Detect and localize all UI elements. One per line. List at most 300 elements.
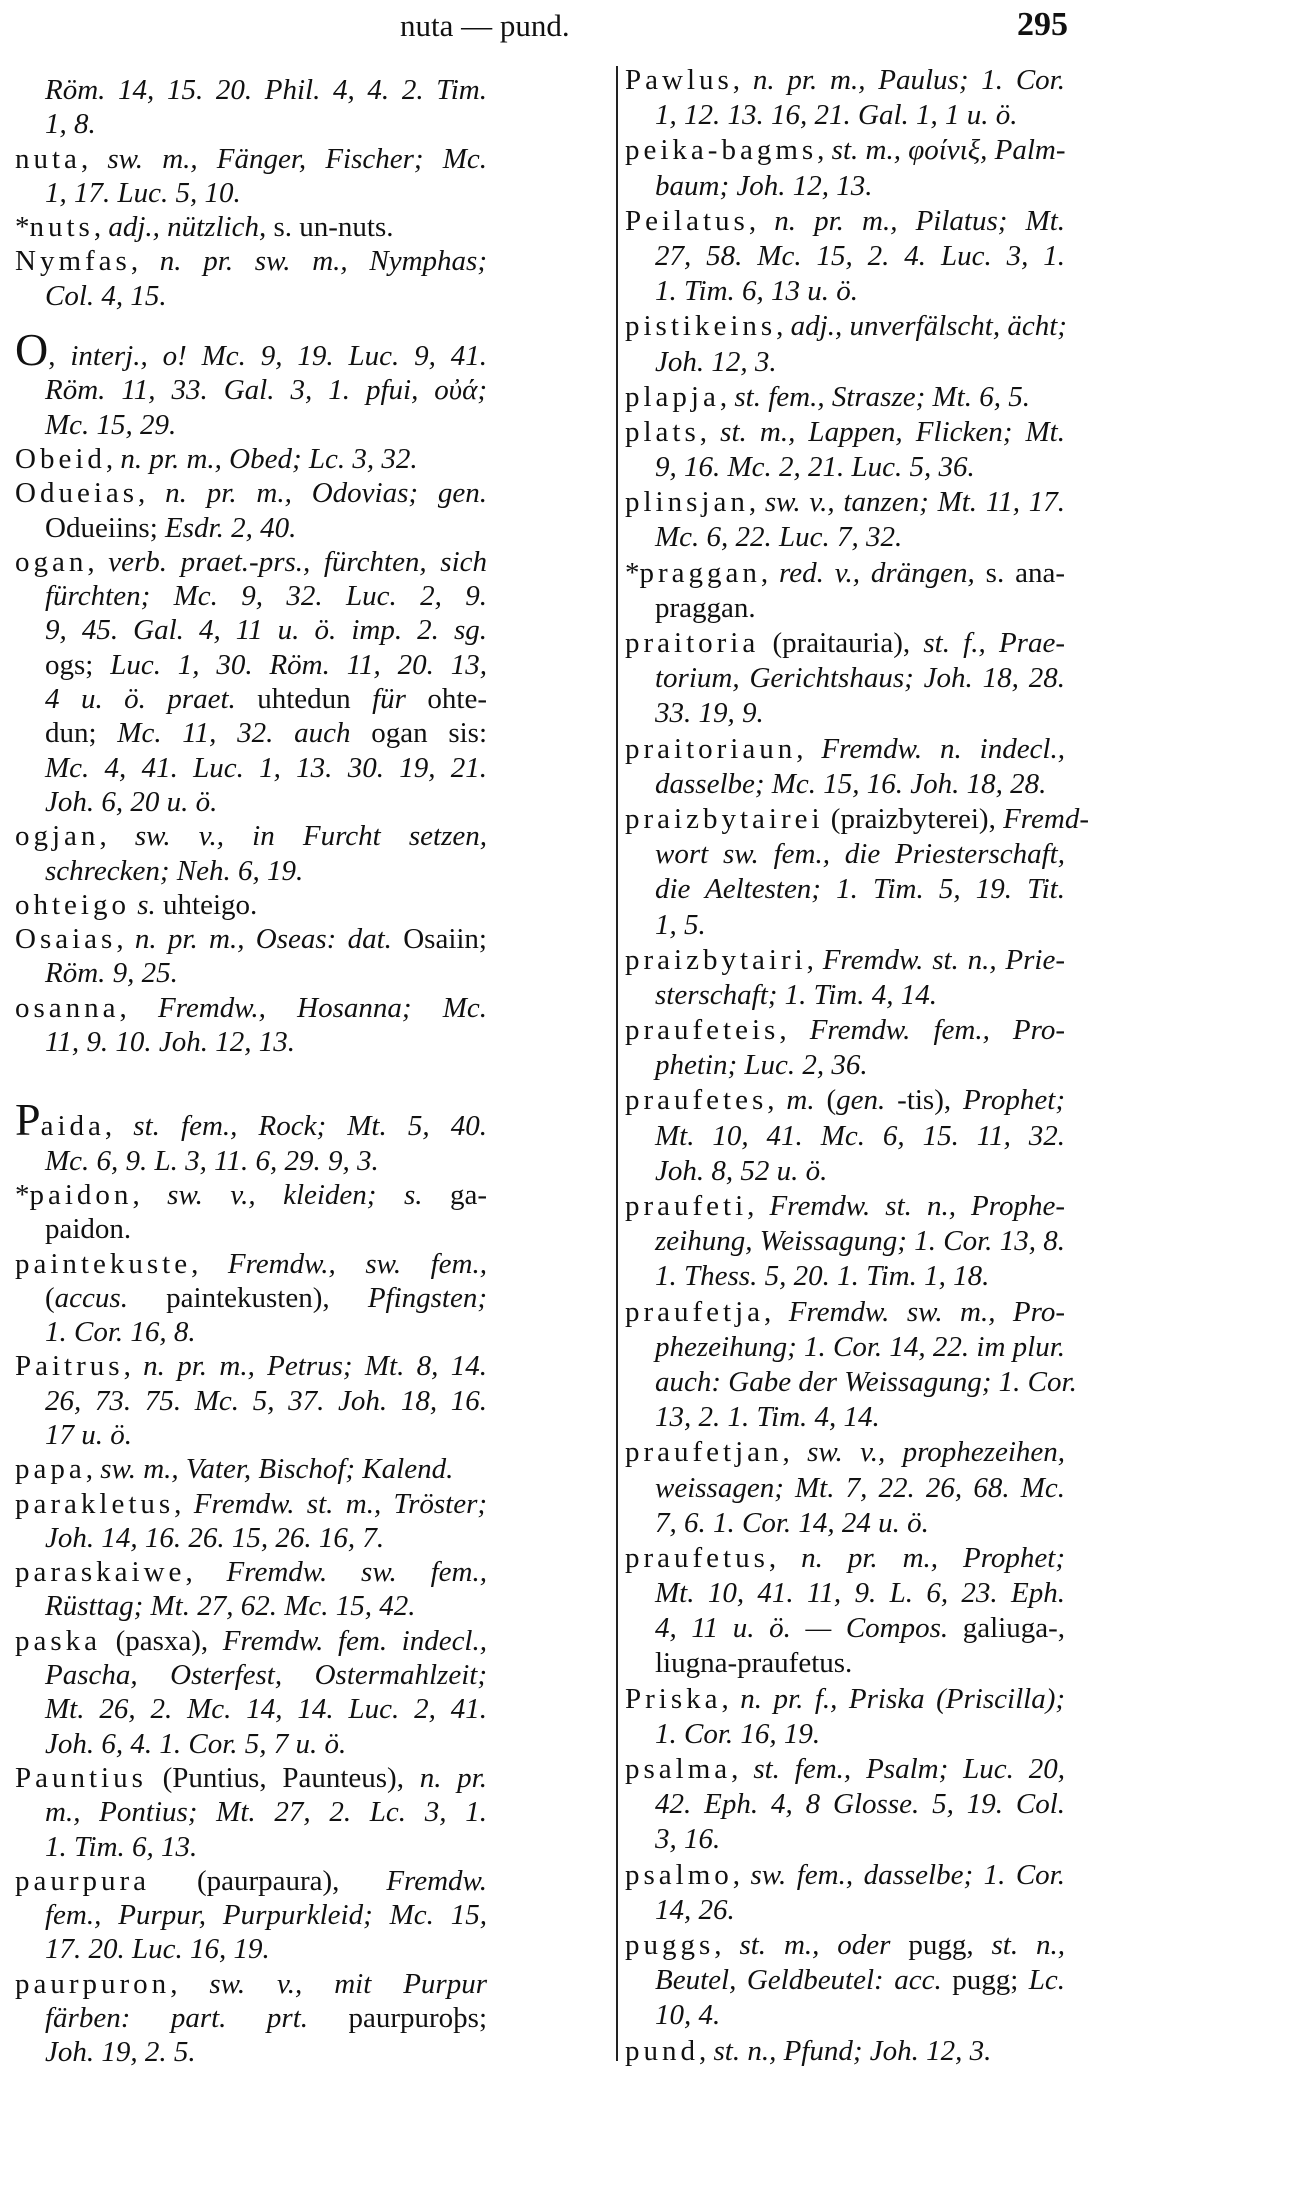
roman-text: (paurpaura), [150, 1864, 387, 1897]
entry-continuation-line [15, 854, 487, 888]
italic-text: Fremd- [1003, 802, 1089, 835]
entry-continuation-line [15, 1521, 487, 1555]
entry-continuation-line [625, 1963, 1065, 1998]
italic-text: accus. [54, 1281, 167, 1314]
dictionary-entry [15, 888, 487, 922]
entry-head-line [625, 1682, 1065, 1717]
italic-text: 17. 20. Luc. 16, 19. [45, 1933, 270, 1966]
entry-continuation-line [625, 239, 1065, 274]
italic-text: wort sw. fem., die Priesterschaft, [655, 838, 1065, 871]
italic-text: 17 u. ö. [45, 1418, 132, 1451]
entry-continuation-line [15, 1212, 487, 1246]
dictionary-entry [625, 1083, 1065, 1189]
headword: praizbytairei [625, 802, 824, 835]
dictionary-entry [15, 1487, 487, 1556]
italic-text: st. m., φοίνιξ, Palm- [831, 134, 1066, 167]
italic-text: red. v., drängen, [779, 556, 986, 589]
roman-text: ogs; [45, 648, 111, 681]
italic-text: sw. v., mit Purpur [209, 1967, 488, 2000]
entry-continuation-line [625, 520, 1065, 555]
entry-head-line [15, 442, 487, 476]
entry-continuation-line [625, 274, 1065, 309]
italic-text: 1. Thess. 5, 20. 1. Tim. 1, 18. [655, 1260, 990, 1293]
entry-continuation-line [625, 1998, 1065, 2033]
entry-head-line [625, 556, 1065, 591]
italic-text: st. fem., Psalm; Luc. 20, [753, 1753, 1066, 1785]
roman-text: paintekusten), [166, 1281, 368, 1314]
italic-text: adj., nützlich, [108, 211, 274, 244]
roman-text: , [699, 2034, 714, 2067]
entry-head-line [15, 1094, 488, 1146]
headword: praufetus [625, 1541, 769, 1574]
entry-head-line [15, 142, 487, 176]
dictionary-entry [625, 2034, 1065, 2069]
italic-text: 14, 26. [655, 1893, 735, 1926]
dictionary-entry [15, 1555, 487, 1624]
italic-text: n. pr. m., Petrus; Mt. 8, 14. [143, 1350, 488, 1383]
italic-text: n. pr. m., Pilatus; Mt. [774, 204, 1066, 237]
italic-text: 1. Cor. 16, 8. [45, 1316, 196, 1349]
headword: praitoria [625, 627, 760, 659]
roman-text: , [731, 1753, 754, 1785]
roman-text: , [779, 1014, 810, 1047]
italic-text: die Aeltesten; 1. Tim. 5, 19. Tit. [655, 873, 1065, 906]
italic-text: 1. Tim. 6, 13. [45, 1830, 198, 1863]
entry-continuation-line [625, 837, 1065, 872]
entry-continuation-line [625, 1154, 1065, 1189]
dictionary-entry [15, 1624, 487, 1761]
headword: nuta [15, 142, 81, 175]
italic-text: 1, 12. 13. 16, 21. Gal. 1, 1 u. ö. [655, 99, 1018, 132]
italic-text: n. pr. m., Prophet; [801, 1541, 1065, 1574]
italic-text: Fremdw. fem. indecl., [222, 1624, 487, 1657]
headword: praizbytairi [625, 943, 807, 976]
entry-continuation-line [625, 1787, 1065, 1822]
headword: pund [625, 2034, 699, 2067]
headword: paidon [29, 1178, 133, 1211]
entry-continuation-line [15, 1795, 487, 1829]
italic-text: Fremdw. st. m., Tröster; [193, 1487, 488, 1520]
dictionary-entry [15, 324, 487, 442]
roman-text: , [714, 1928, 740, 1961]
italic-text: Luc. 1, 30. Röm. 11, 20. 13, [110, 648, 487, 681]
entry-head-line [15, 991, 487, 1025]
page-number: 295 [1017, 6, 1068, 43]
entry-continuation-line [625, 98, 1065, 133]
roman-text: , [768, 1541, 802, 1574]
dictionary-entry [625, 1295, 1077, 1436]
entry-head-line [15, 819, 487, 853]
italic-text: Pascha, Osterfest, Ostermahlzeit; [45, 1659, 487, 1692]
entry-continuation-line [15, 1932, 487, 1966]
entry-continuation-line [625, 450, 1065, 485]
entry-continuation-line [15, 1658, 487, 1692]
entry-head-line [625, 802, 1089, 837]
dictionary-entry [15, 1094, 488, 1178]
italic-text: st. fem., Rock; Mt. 5, 40. [133, 1110, 488, 1143]
roman-text: uhtedun [257, 683, 373, 716]
dictionary-entry [15, 991, 487, 1060]
headword: Pauntius [15, 1761, 147, 1794]
dictionary-entry [15, 442, 487, 476]
dictionary-entry [625, 380, 1065, 415]
roman-text: , [699, 415, 721, 448]
roman-text: paurpuroþs; [348, 2002, 487, 2035]
entry-continuation-line [15, 956, 487, 990]
roman-text: , [782, 1436, 808, 1469]
dictionary-entry [15, 1178, 487, 1247]
italic-text: sw. m., Vater, Bischof; Kalend. [100, 1453, 454, 1486]
headword: Osaias [15, 923, 117, 956]
roman-text: , [104, 1110, 134, 1143]
italic-text: Prophet; [963, 1084, 1066, 1117]
italic-text: 4 u. ö. praet. [45, 683, 258, 716]
headword: ogjan [15, 820, 100, 853]
dictionary-entry [15, 210, 487, 244]
dictionary-entry [625, 1752, 1065, 1858]
headword: praufetja [625, 1295, 765, 1328]
italic-text: n. pr. f., Priska (Priscilla); [740, 1682, 1066, 1715]
roman-text: Osaiin; [403, 923, 487, 956]
roman-text: uhteigo. [163, 888, 258, 921]
roman-text: s. un-nuts. [273, 211, 394, 244]
entry-head-line [625, 1435, 1065, 1470]
headword: peika-bagms [625, 134, 818, 167]
italic-text: 13, 2. 1. Tim. 4, 14. [655, 1401, 880, 1434]
italic-text: Col. 4, 15. [45, 279, 167, 312]
entry-head-line [15, 1761, 487, 1795]
headword: psalmo [625, 1858, 733, 1891]
italic-text: gen. [836, 1084, 898, 1117]
roman-text: s. ana- [985, 556, 1065, 589]
dictionary-entry [15, 1967, 487, 2070]
roman-text: , [732, 1858, 751, 1891]
entry-continuation-line [15, 1384, 487, 1418]
entry-continuation-line [625, 1365, 1077, 1400]
italic-text: Fremdw. n. indecl., [821, 732, 1065, 765]
entry-continuation-line [15, 1025, 487, 1059]
dictionary-entry [15, 1761, 487, 1864]
roman-text: ga- [449, 1178, 487, 1211]
entry-head-line [15, 324, 487, 376]
headword: Nymfas [15, 245, 131, 278]
headword: ohteigo [15, 888, 130, 921]
italic-text: Mc. 6, 22. Luc. 7, 32. [655, 521, 903, 554]
italic-text: n. pr. m., Oseas: dat. [134, 923, 404, 956]
italic-text: Pfingsten; [367, 1281, 488, 1314]
dictionary-entry [15, 476, 487, 545]
italic-text: weissagen; Mt. 7, 22. 26, 68. Mc. [655, 1471, 1065, 1504]
roman-text: , [748, 486, 765, 519]
dictionary-entry [15, 1247, 487, 1350]
entry-continuation-line [625, 1893, 1065, 1928]
italic-text: Fremdw. st. n., Prie- [822, 943, 1066, 976]
dictionary-entry [625, 204, 1065, 310]
roman-text: ( [45, 1281, 55, 1314]
entry-head-line [625, 626, 1065, 661]
entry-continuation-line [625, 696, 1065, 731]
entry-head-line [625, 1189, 1065, 1224]
entry-head-line [625, 380, 1065, 415]
dictionary-entry [625, 802, 1089, 943]
italic-text: sw. v., prophezeihen, [807, 1436, 1065, 1469]
entry-head-line [15, 1864, 487, 1898]
entry-head-line [15, 476, 487, 510]
entry-head-line [625, 943, 1065, 978]
roman-text: (pasxa), [101, 1624, 223, 1657]
entry-continuation-line [15, 373, 487, 407]
italic-text: fem., Purpur, Purpurkleid; Mc. 15, [45, 1899, 487, 1932]
dictionary-entry [15, 1349, 487, 1452]
entry-continuation-line [625, 767, 1065, 802]
italic-text: Röm. 11, 33. Gal. 3, 1. pfui, οὐά; [45, 374, 487, 407]
headword: Obeid [15, 442, 106, 475]
dictionary-entry [15, 819, 487, 888]
roman-text: , [170, 1967, 210, 2000]
dictionary-entry [625, 732, 1065, 802]
italic-text: Mt. 10, 41. Mc. 6, 15. 11, 32. [655, 1119, 1065, 1152]
roman-text: , [748, 204, 775, 237]
entry-continuation-line [15, 1898, 487, 1932]
italic-text: sw. v., tanzen; Mt. 11, 17. [764, 486, 1065, 519]
entry-head-line [15, 1555, 487, 1589]
entry-continuation-line [15, 716, 487, 750]
italic-text: 1, 5. [655, 908, 706, 941]
italic-text: Fremdw. sw. fem., [226, 1556, 487, 1589]
entry-continuation-line [15, 408, 487, 442]
italic-text: Mt. 10, 41. 11, 9. L. 6, 23. Eph. [655, 1577, 1065, 1610]
entry-continuation-line [625, 1400, 1065, 1435]
roman-text: (praizbyterei), [823, 802, 1004, 835]
roman-text: ohte- [427, 683, 488, 716]
entry-continuation-line [625, 1611, 1065, 1646]
headword: Pawlus [625, 64, 733, 96]
entry-head-line [625, 204, 1065, 239]
roman-text: , [123, 1350, 144, 1383]
italic-text: Joh. 8, 52 u. ö. [655, 1154, 828, 1187]
dictionary-entry [625, 1541, 1065, 1682]
italic-text: 9, 45. Gal. 4, 11 u. ö. imp. 2. sg. [45, 614, 487, 647]
italic-text: 1. Tim. 6, 13 u. ö. [655, 275, 859, 308]
entry-head-line [15, 922, 487, 956]
italic-text: Fremdw., sw. fem., [227, 1247, 487, 1280]
entry-head-line [15, 1247, 487, 1281]
roman-text: , [747, 1190, 770, 1222]
entry-continuation-line [15, 682, 487, 716]
italic-text: sw. fem., dasselbe; 1. Cor. [750, 1858, 1065, 1891]
italic-text: Beutel, Geldbeutel: acc. [655, 1964, 953, 1997]
roman-text: * [625, 556, 640, 589]
roman-text: galiuga-, [962, 1612, 1065, 1645]
entry-head-line [625, 1928, 1065, 1963]
italic-text: für [372, 683, 428, 716]
entry-continuation-line [625, 1119, 1065, 1154]
roman-text: pugg, [908, 1928, 992, 1961]
entry-continuation-line [625, 1330, 1065, 1365]
entry-continuation-line [625, 345, 1065, 380]
italic-text: 3, 16. [655, 1823, 721, 1856]
italic-text: Fremdw. sw. m., Pro- [788, 1295, 1066, 1328]
italic-text: Mt. 26, 2. Mc. 14, 14. Luc. 2, 41. [45, 1693, 487, 1726]
italic-text: n. pr. m., Odovias; gen. [165, 477, 488, 510]
dictionary-entry [625, 556, 1065, 626]
headword: praufetes [625, 1084, 768, 1117]
roman-text: dun; [45, 717, 118, 750]
italic-text: Lc. [1028, 1964, 1066, 1997]
italic-text: n. pr. sw. m., Nymphas; [159, 245, 487, 278]
entry-continuation-line [15, 1144, 487, 1178]
dictionary-entry [625, 63, 1065, 133]
entry-continuation-line [15, 1281, 487, 1315]
italic-text: färben: part. prt. [45, 2002, 349, 2035]
headword: papa [15, 1453, 86, 1486]
italic-text: Fremdw. fem., Pro- [809, 1014, 1065, 1047]
roman-text: ogan sis: [371, 717, 488, 750]
italic-text: 1, 8. [45, 108, 96, 141]
entry-continuation-line [625, 1506, 1065, 1541]
dictionary-entry [15, 1452, 487, 1486]
italic-text: Esdr. 2, 40. [165, 511, 297, 544]
roman-text: * [15, 211, 30, 244]
italic-text: 1, 17. Luc. 5, 10. [45, 176, 241, 209]
italic-text: sw. m., Fänger, Fischer; Mc. [107, 142, 487, 175]
entry-continuation-line [15, 279, 487, 313]
roman-text: , [721, 1682, 741, 1715]
dictionary-entry [625, 943, 1065, 1013]
entry-continuation-line [15, 511, 487, 545]
dictionary-entry [15, 922, 487, 991]
italic-text: 26, 73. 75. Mc. 5, 37. Joh. 18, 16. [45, 1384, 487, 1417]
roman-text: pugg; [952, 1964, 1029, 1997]
entry-head-line [625, 1858, 1065, 1893]
headword: psalma [625, 1753, 732, 1785]
italic-text: fürchten; Mc. 9, 32. Luc. 2, 9. [45, 580, 487, 613]
italic-text: st. m., Lappen, Flicken; Mt. [720, 415, 1065, 448]
italic-text: st. n., Pfund; Joh. 12, 3. [713, 2034, 992, 2067]
entry-continuation-line [625, 908, 1065, 943]
italic-text: sw. v., in Furcht setzen, [134, 820, 487, 853]
entry-head-line [625, 2034, 1065, 2069]
italic-text: Joh. 6, 20 u. ö. [45, 785, 218, 818]
headword: Priska [625, 1682, 722, 1715]
italic-text: 33. 19, 9. [655, 697, 764, 730]
italic-text: schrecken; Neh. 6, 19. [45, 854, 304, 887]
entry-head-line [15, 888, 487, 922]
roman-text: ( [826, 1084, 837, 1117]
italic-text: 1. Cor. 16, 19. [655, 1717, 821, 1750]
entry-head-line [625, 415, 1065, 450]
italic-text: Joh. 19, 2. 5. [45, 2036, 196, 2069]
italic-text: verb. praet.-prs., fürchten, sich [108, 545, 487, 578]
roman-text: , [185, 1556, 227, 1589]
entry-continuation-line [625, 661, 1065, 696]
roman-text: , [87, 545, 109, 578]
dictionary-entry [625, 626, 1065, 732]
dictionary-entry [625, 1858, 1065, 1928]
entry-continuation-line [15, 1830, 487, 1864]
italic-text: Fremdw. [386, 1864, 487, 1897]
roman-text: , [760, 556, 780, 589]
italic-text: torium, Gerichtshaus; Joh. 18, 28. [655, 662, 1065, 695]
entry-continuation-line [15, 2001, 487, 2035]
italic-text: sw. v., kleiden; s. [167, 1178, 450, 1211]
entry-continuation-line [15, 73, 487, 107]
entry-head-line [625, 1083, 1065, 1118]
italic-text: sterschaft; 1. Tim. 4, 14. [655, 978, 937, 1011]
roman-text: (Puntius, Paunteus), [146, 1761, 420, 1794]
roman-text: praggan. [655, 591, 756, 624]
italic-text: 11, 9. 10. Joh. 12, 13. [45, 1026, 295, 1059]
dictionary-entry [625, 1928, 1065, 2034]
italic-text: 4, 11 u. ö. — Compos. [655, 1612, 963, 1645]
entry-continuation-line [15, 785, 487, 819]
italic-text: Röm. 14, 15. 20. Phil. 4, 4. 2. Tim. [45, 74, 487, 106]
italic-text: interj., o! Mc. 9, 19. Luc. 9, 41. [70, 340, 487, 373]
italic-text: n. pr. m., Obed; Lc. 3, 32. [120, 442, 418, 475]
section-initial: P [15, 1094, 41, 1146]
entry-continuation-line [625, 591, 1065, 626]
entry-continuation-line [15, 1727, 487, 1761]
entry-head-line [15, 545, 487, 579]
entry-continuation-line [15, 1692, 487, 1726]
italic-text: Joh. 14, 16. 26. 15, 26. 16, 7. [45, 1521, 385, 1554]
entry-continuation-line [625, 1259, 1065, 1294]
entry-continuation-line [15, 579, 487, 613]
entry-continuation-line [625, 1646, 1065, 1681]
dictionary-entry [625, 415, 1065, 485]
italic-text: 27, 58. Mc. 15, 2. 4. Luc. 3, 1. [655, 239, 1065, 272]
roman-text: , [93, 211, 109, 244]
roman-text: , [806, 943, 823, 976]
dictionary-entry [625, 1013, 1065, 1083]
roman-text: , [719, 380, 735, 413]
entry-continuation-line [15, 751, 487, 785]
italic-text: Joh. 12, 3. [655, 345, 777, 378]
entry-continuation-line [625, 1224, 1065, 1259]
entry-head-line [625, 1295, 1065, 1330]
italic-text: Röm. 9, 25. [45, 957, 178, 990]
italic-text: phetin; Luc. 2, 36. [655, 1049, 868, 1082]
headword: praufeteis [625, 1014, 780, 1047]
entry-continuation-line [625, 169, 1065, 204]
roman-text: , [138, 477, 166, 510]
roman-text: , [80, 142, 108, 175]
entry-continuation-line [15, 2035, 487, 2069]
headword: plinsjan [625, 486, 749, 519]
headword: parakletus [15, 1487, 175, 1520]
headword: aida [40, 1110, 105, 1143]
italic-text: n. pr. m., Paulus; 1. Cor. [752, 64, 1065, 96]
entry-head-line [625, 63, 1065, 98]
dictionary-entry [15, 545, 487, 819]
roman-text: , [776, 310, 791, 343]
dictionary-entry [625, 1435, 1065, 1541]
entry-head-line [15, 1452, 487, 1486]
entry-continuation-line [625, 872, 1065, 907]
entry-continuation-line [15, 613, 487, 647]
italic-text: Joh. 6, 4. 1. Cor. 5, 7 u. ö. [45, 1727, 347, 1760]
headword: paurpura [15, 1864, 151, 1897]
italic-text: adj., unverfälscht, ächt; [790, 310, 1067, 343]
headword: praufeti [625, 1190, 748, 1222]
dictionary-entry [625, 133, 1065, 203]
entry-continuation-line [625, 1717, 1065, 1752]
entry-head-line [625, 133, 1065, 168]
entry-continuation-line [15, 1418, 487, 1452]
entry-continuation-line [625, 978, 1065, 1013]
headword: paurpuron [15, 1967, 171, 2000]
entry-continuation-line [625, 1822, 1065, 1857]
